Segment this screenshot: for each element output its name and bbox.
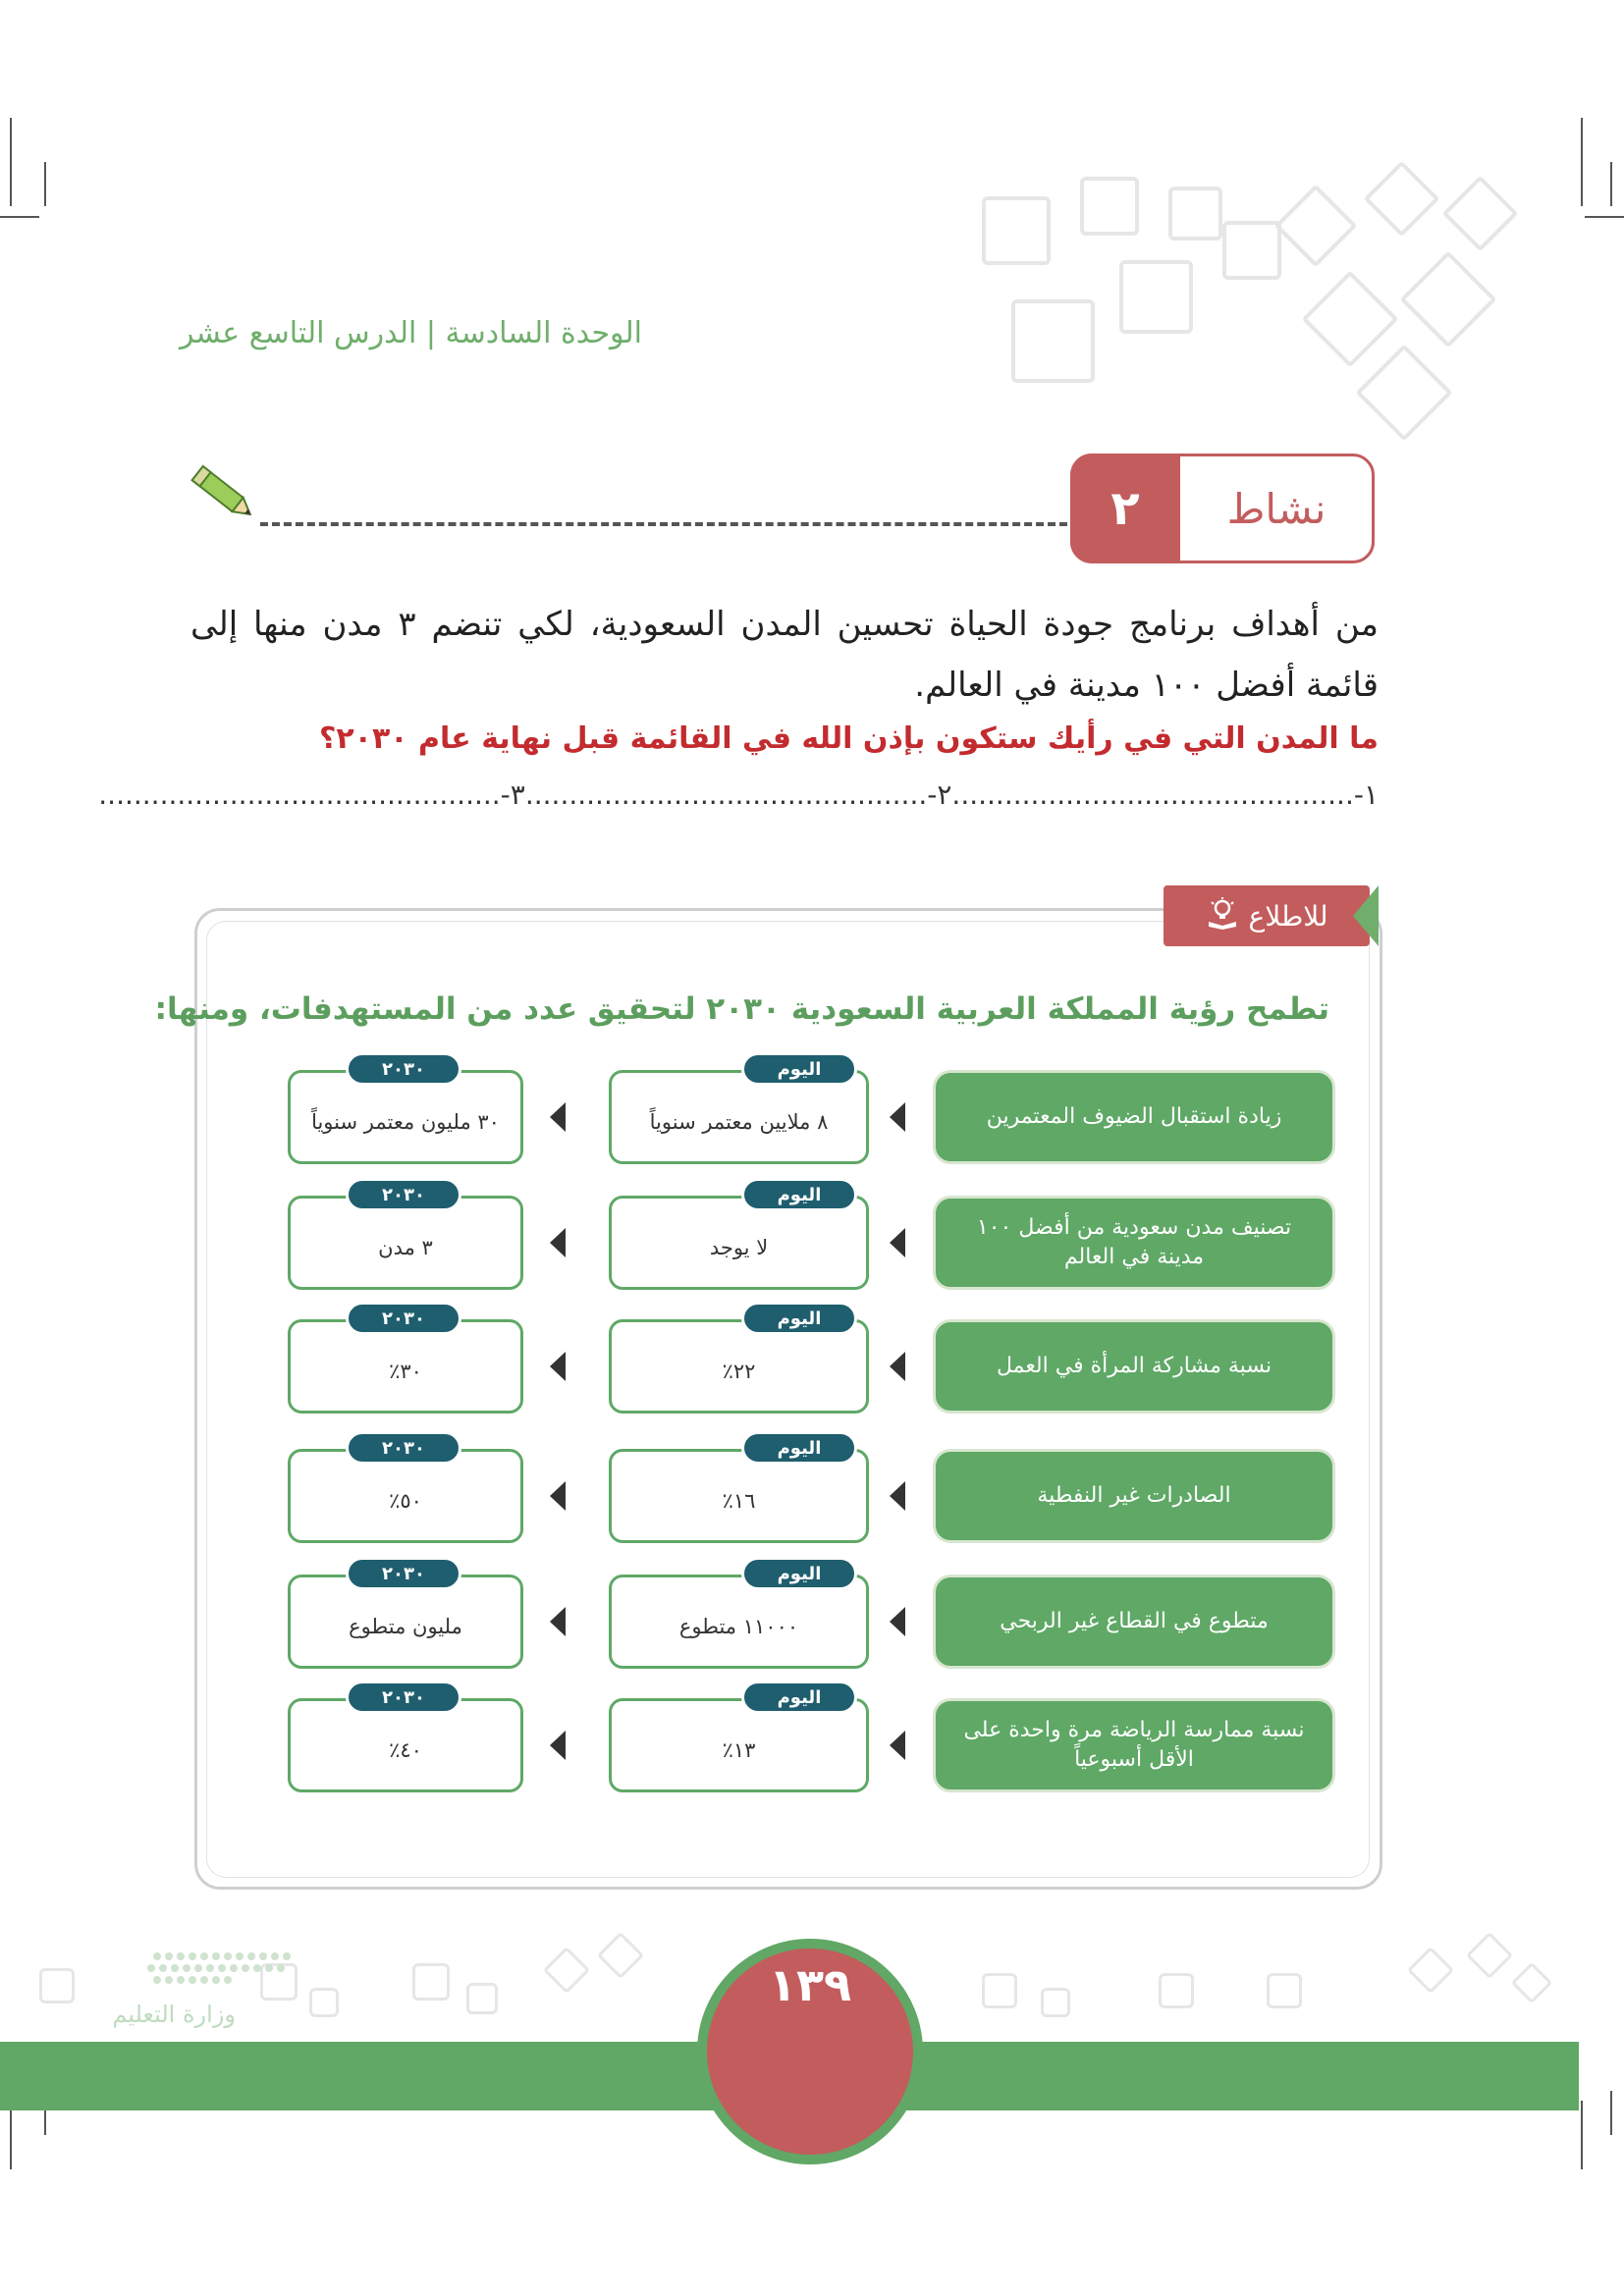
goal-box: الصادرات غير النفطية: [933, 1449, 1335, 1543]
crop-mark: [44, 162, 46, 206]
info-tab-arrow: [1353, 885, 1379, 946]
today-badge: اليوم: [741, 1431, 857, 1465]
answer-line-2[interactable]: ٢-..............................................: [524, 778, 952, 811]
today-value: ٨ ملايين معتمر سنوياً: [609, 1070, 869, 1164]
crop-mark: [1610, 2091, 1612, 2135]
goal-box: متطوع في القطاع غير الربحي: [933, 1575, 1335, 1669]
today-value: لا يوجد: [609, 1196, 869, 1290]
target-badge: ٢٠٣٠: [346, 1557, 461, 1590]
target-badge: ٢٠٣٠: [346, 1052, 461, 1086]
target-value: ٣ مدن: [288, 1196, 523, 1290]
target-row: [0, 1308, 1624, 1417]
target-value: ٣٠ مليون معتمر سنوياً: [288, 1070, 523, 1164]
target-row: [0, 1686, 1624, 1796]
today-badge: اليوم: [741, 1178, 857, 1211]
target-row: [0, 1563, 1624, 1673]
arrow-icon: [550, 1102, 566, 1132]
activity-label: نشاط: [1226, 484, 1326, 533]
goal-box: نسبة مشاركة المرأة في العمل: [933, 1319, 1335, 1414]
arrow-icon: [550, 1481, 566, 1511]
target-badge: ٢٠٣٠: [346, 1302, 461, 1335]
today-value: ١٣٪: [609, 1698, 869, 1792]
arrow-icon: [550, 1228, 566, 1257]
activity-divider: [260, 522, 1067, 526]
arrow-icon: [550, 1731, 566, 1760]
target-value: مليون متطوع: [288, 1575, 523, 1669]
target-badge: ٢٠٣٠: [346, 1681, 461, 1714]
info-intro: تطمح رؤية المملكة العربية السعودية ٢٠٣٠ لتحقيق عدد من المستهدفات، ومنها:: [154, 991, 1329, 1027]
target-row: [0, 1058, 1624, 1168]
target-badge: ٢٠٣٠: [346, 1178, 461, 1211]
today-badge: اليوم: [741, 1557, 857, 1590]
arrow-icon: [890, 1352, 905, 1381]
target-value: ٥٠٪: [288, 1449, 523, 1543]
intro-paragraph: من أهداف برنامج جودة الحياة تحسين المدن السعودية، لكي تنضم ٣ مدن منها إلى قائمة أفضل ١٠٠ مدينة في العالم.: [190, 605, 1379, 705]
crop-mark: [1581, 2101, 1583, 2169]
today-value: ٢٢٪: [609, 1319, 869, 1414]
answer-line-1[interactable]: ١-..............................................: [951, 778, 1379, 811]
answer-lines: [98, 778, 1379, 811]
ministry-logo-text: وزارة التعليم: [112, 2001, 236, 2028]
crop-mark: [1610, 162, 1612, 206]
today-value: ١٦٪: [609, 1449, 869, 1543]
crop-mark: [1581, 118, 1583, 206]
target-value: ٣٠٪: [288, 1319, 523, 1414]
today-badge: اليوم: [741, 1302, 857, 1335]
crop-mark: [10, 118, 12, 206]
lightbulb-book-icon: [1206, 896, 1239, 936]
arrow-icon: [550, 1607, 566, 1636]
crop-mark: [0, 216, 39, 218]
arrow-icon: [890, 1228, 905, 1257]
crop-mark: [1585, 216, 1624, 218]
pencil-icon: [185, 459, 263, 528]
crop-mark: [10, 2101, 12, 2169]
goal-box: نسبة ممارسة الرياضة مرة واحدة على الأقل أسبوعياً: [933, 1698, 1335, 1792]
activity-number: ٢: [1070, 454, 1180, 563]
page-number: ١٣٩: [768, 1958, 852, 2011]
unit-lesson-header: الوحدة السادسة | الدرس التاسع عشر: [179, 316, 642, 350]
arrow-icon: [550, 1352, 566, 1381]
target-row: [0, 1184, 1624, 1294]
goal-box: زيادة استقبال الضيوف المعتمرين: [933, 1070, 1335, 1164]
arrow-icon: [890, 1481, 905, 1511]
info-tab-label: للاطلاع: [1248, 899, 1328, 933]
goal-box: تصنيف مدن سعودية من أفضل ١٠٠ مدينة في العالم: [933, 1196, 1335, 1290]
arrow-icon: [890, 1102, 905, 1132]
today-value: ١١٠٠٠ متطوع: [609, 1575, 869, 1669]
activity-question: ما المدن التي في رأيك ستكون بإذن الله في القائمة قبل نهاية عام ٢٠٣٠؟: [318, 721, 1379, 756]
info-tab: [1164, 885, 1370, 946]
target-row: [0, 1437, 1624, 1547]
arrow-icon: [890, 1607, 905, 1636]
arrow-icon: [890, 1731, 905, 1760]
today-badge: اليوم: [741, 1681, 857, 1714]
answer-line-3[interactable]: ٣-..............................................: [98, 778, 525, 811]
today-badge: اليوم: [741, 1052, 857, 1086]
target-badge: ٢٠٣٠: [346, 1431, 461, 1465]
target-value: ٤٠٪: [288, 1698, 523, 1792]
